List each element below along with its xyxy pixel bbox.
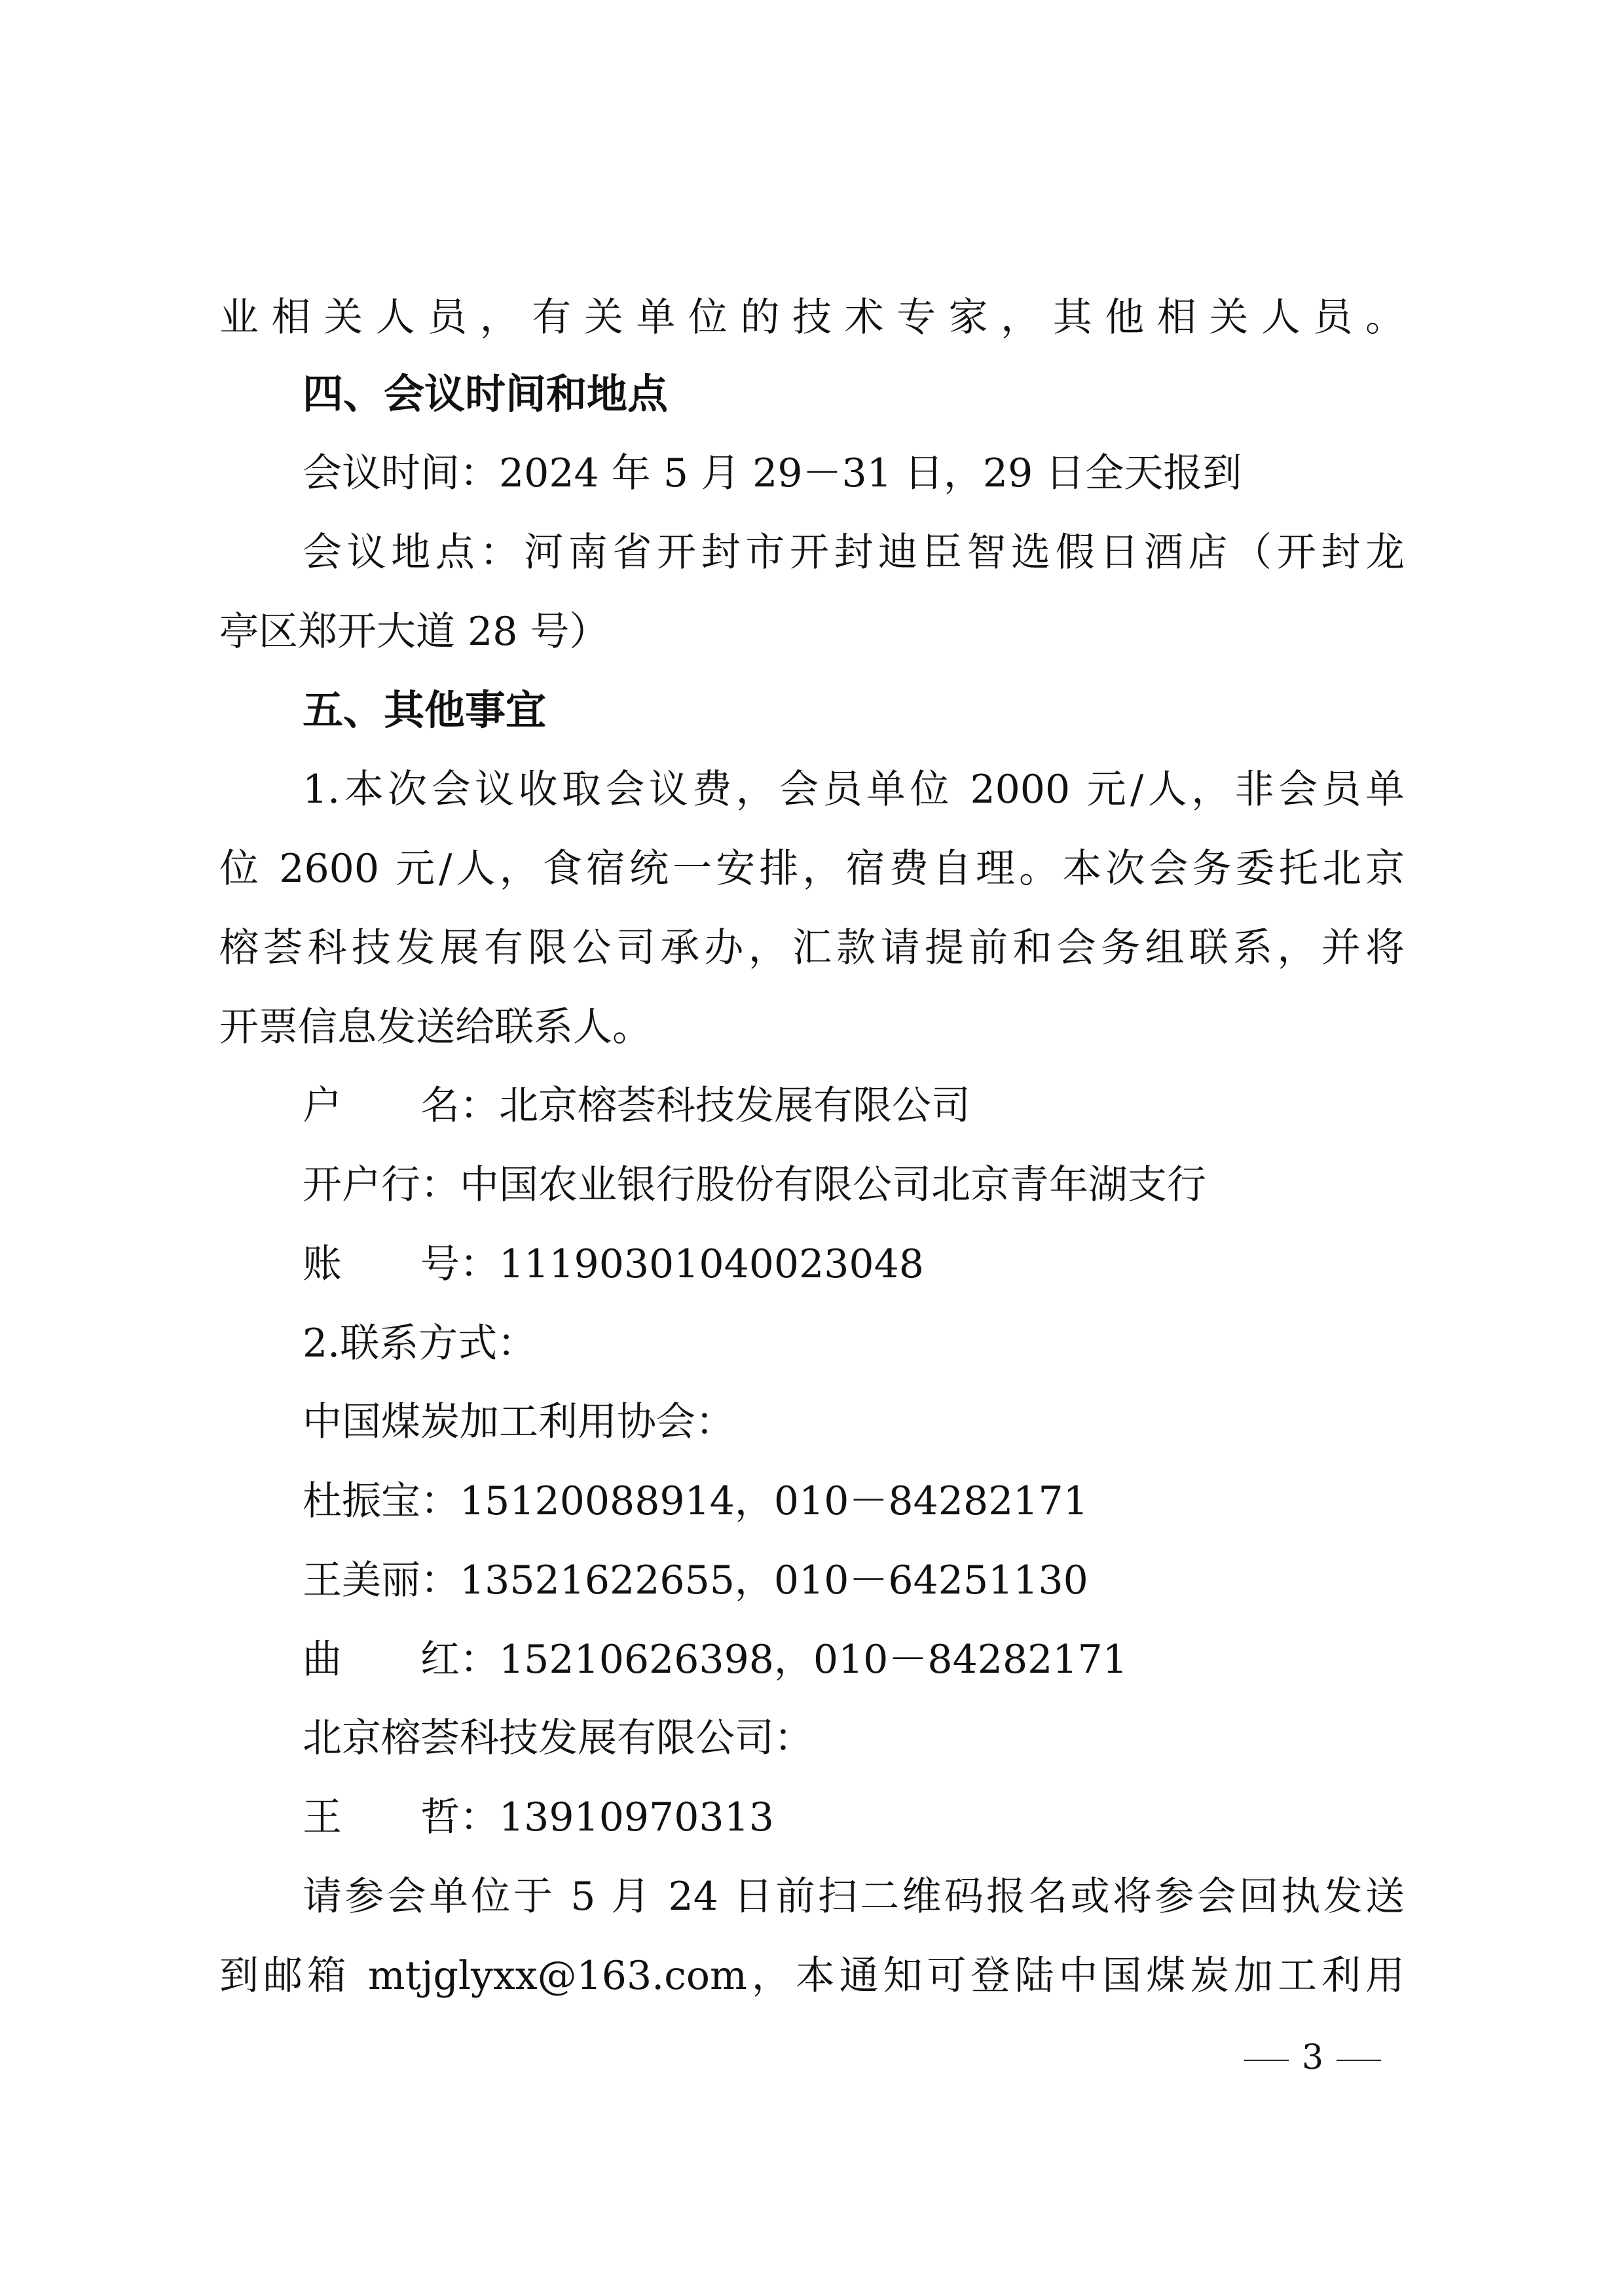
- meeting-place-line-2: 亭区郑开大道 28 号）: [219, 609, 609, 655]
- contact-du: 杜振宝：15120088914，010－84282171: [303, 1478, 1088, 1524]
- contact-qu: [303, 1633, 1128, 1686]
- page-number-value: 3: [1302, 2038, 1324, 2077]
- account-name-value: ：北京榕荟科技发展有限公司: [460, 1083, 970, 1129]
- account-number-value: ：11190301040023048: [460, 1241, 924, 1287]
- account-name-label: 户名: [303, 1083, 460, 1129]
- registration-line-2: 到邮箱 mtjglyxx@163.com，本通知可登陆中国煤炭加工利用: [219, 1953, 1405, 1999]
- fee-line-3: 榕荟科技发展有限公司承办，汇款请提前和会务组联系，并将: [219, 925, 1405, 971]
- contact-title: 2.联系方式：: [303, 1321, 537, 1366]
- account-number: [303, 1238, 924, 1290]
- meeting-place-line-1: 会议地点：河南省开封市开封迪臣智选假日酒店（开封龙: [303, 530, 1405, 575]
- paragraph-continuation: 业相关人员，有关单位的技术专家，其他相关人员。: [219, 295, 1405, 340]
- page-number-left-dash: [1244, 2060, 1289, 2061]
- section-heading-4: 四、会议时间和地点: [303, 370, 669, 418]
- page-number-right-dash: [1337, 2060, 1381, 2061]
- section-heading-5: 五、其他事宜: [303, 686, 547, 734]
- contact-wang-zhe-label: 王哲: [303, 1795, 460, 1840]
- bank-name: 开户行：中国农业银行股份有限公司北京青年湖支行: [303, 1162, 1206, 1208]
- contact-qu-label: 曲红: [303, 1637, 460, 1683]
- fee-line-1: 1.本次会议收取会议费，会员单位 2000 元/人，非会员单: [303, 767, 1405, 812]
- page-number: [1231, 2035, 1394, 2081]
- fee-line-2: 位 2600 元/人，食宿统一安排，宿费自理。本次会务委托北京: [219, 846, 1405, 892]
- fee-line-4: 开票信息发送给联系人。: [219, 1004, 652, 1050]
- contact-qu-value: ：15210626398，010－84282171: [460, 1637, 1128, 1683]
- organization-2: 北京榕荟科技发展有限公司：: [303, 1715, 813, 1761]
- account-name: [303, 1080, 970, 1132]
- account-number-label: 账号: [303, 1241, 460, 1287]
- organization-1: 中国煤炭加工利用协会：: [303, 1399, 735, 1445]
- contact-wang-meili: 王美丽：13521622655，010－64251130: [303, 1558, 1088, 1603]
- registration-line-1: 请参会单位于 5 月 24 日前扫二维码报名或将参会回执发送: [303, 1874, 1405, 1920]
- contact-wang-zhe: [303, 1791, 774, 1844]
- meeting-time: 会议时间：2024 年 5 月 29－31 日，29 日全天报到: [303, 450, 1242, 496]
- contact-wang-zhe-value: ：13910970313: [460, 1795, 774, 1840]
